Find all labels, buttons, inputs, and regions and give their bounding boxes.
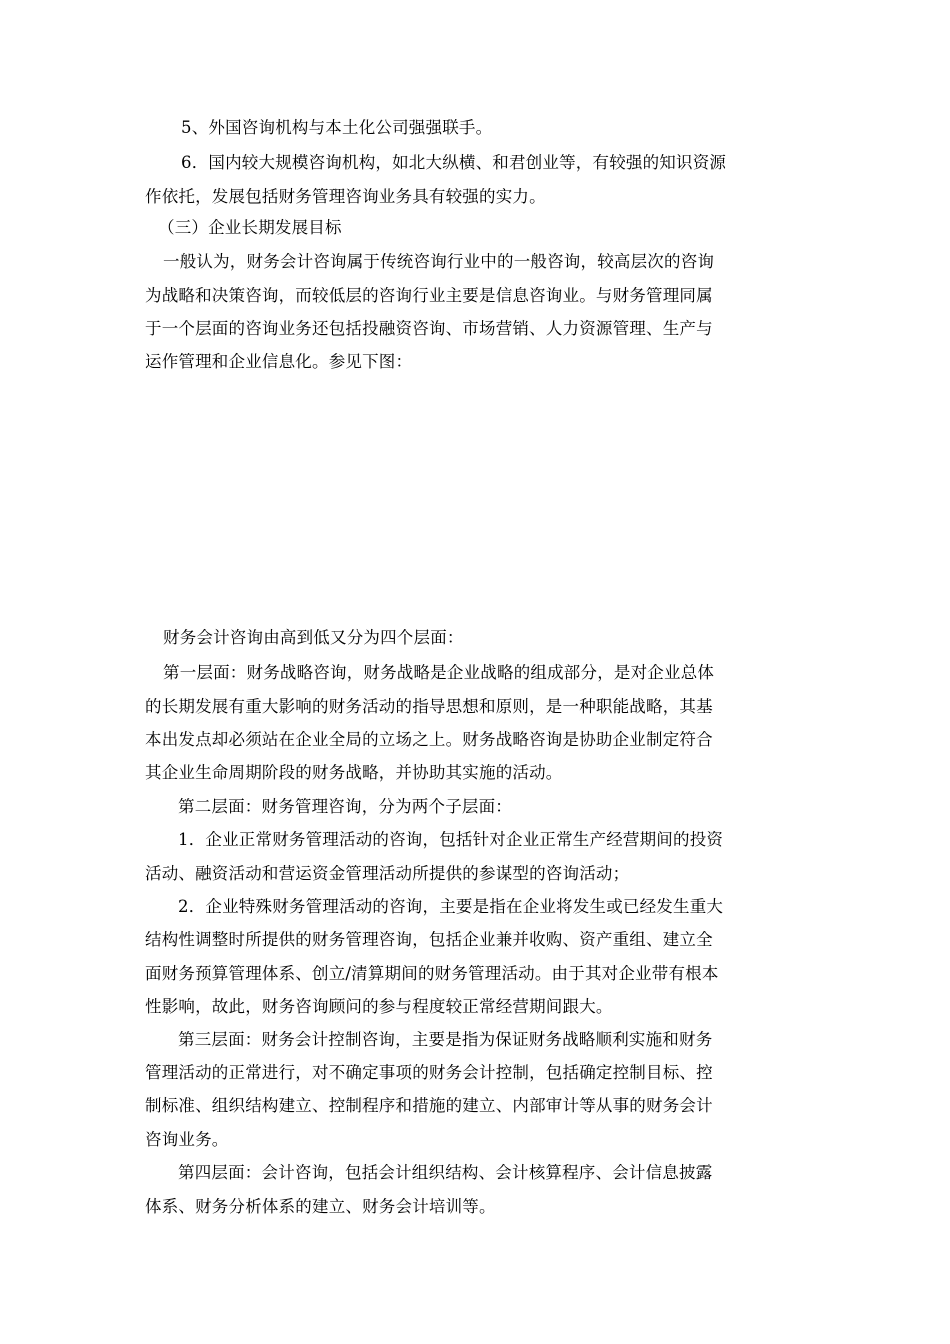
level-3-line-3: 制标准、组织结构建立、控制程序和措施的建立、内部审计等从事的财务会计	[145, 1096, 713, 1115]
level-3-line-4: 咨询业务。	[145, 1130, 229, 1149]
section-heading: （三）企业长期发展目标	[158, 218, 342, 237]
level-2-sub-2-line-1: 2．企业特殊财务管理活动的咨询，主要是指在企业将发生或已经发生重大	[178, 897, 724, 916]
intro-paragraph-line-3: 于一个层面的咨询业务还包括投融资咨询、市场营销、人力资源管理、生产与	[145, 319, 713, 338]
level-2-sub-2-line-4: 性影响，故此，财务咨询顾问的参与程度较正常经营期间跟大。	[145, 997, 613, 1016]
figure-placeholder	[145, 390, 805, 610]
level-4-line-1: 第四层面：会计咨询，包括会计组织结构、会计核算程序、会计信息披露	[178, 1163, 713, 1182]
level-2-sub-1-line-2: 活动、融资活动和营运资金管理活动所提供的参谋型的咨询活动；	[145, 864, 630, 883]
intro-paragraph-line-2: 为战略和决策咨询，而较低层的咨询行业主要是信息咨询业。与财务管理同属	[145, 286, 713, 305]
level-3-line-1: 第三层面：财务会计控制咨询，主要是指为保证财务战略顺利实施和财务	[178, 1030, 713, 1049]
level-2-sub-2-line-2: 结构性调整时所提供的财务管理咨询，包括企业兼并收购、资产重组、建立全	[145, 930, 713, 949]
levels-intro: 财务会计咨询由高到低又分为四个层面：	[163, 628, 464, 647]
level-1-line-4: 其企业生命周期阶段的财务战略，并协助其实施的活动。	[145, 763, 563, 782]
paragraph-item-5-line-1: 5、外国咨询机构与本土化公司强强联手。	[181, 118, 493, 137]
level-1-line-3: 本出发点却必须站在企业全局的立场之上。财务战略咨询是协助企业制定符合	[145, 730, 713, 749]
level-1-line-1: 第一层面：财务战略咨询，财务战略是企业战略的组成部分，是对企业总体	[163, 663, 715, 682]
level-2-sub-2-line-3: 面财务预算管理体系、创立/清算期间的财务管理活动。由于其对企业带有根本	[145, 964, 719, 983]
level-3-line-2: 管理活动的正常进行，对不确定事项的财务会计控制，包括确定控制目标、控	[145, 1063, 713, 1082]
level-1-line-2: 的长期发展有重大影响的财务活动的指导思想和原则，是一种职能战略，其基	[145, 697, 713, 716]
level-2-sub-1-line-1: 1．企业正常财务管理活动的咨询，包括针对企业正常生产经营期间的投资	[178, 830, 724, 849]
paragraph-item-6-line-2: 作依托，发展包括财务管理咨询业务具有较强的实力。	[145, 187, 546, 206]
level-2-heading: 第二层面：财务管理咨询，分为两个子层面：	[178, 797, 512, 816]
intro-paragraph-line-1: 一般认为，财务会计咨询属于传统咨询行业中的一般咨询，较高层次的咨询	[163, 252, 715, 271]
level-4-line-2: 体系、财务分析体系的建立、财务会计培训等。	[145, 1197, 496, 1216]
paragraph-item-6-line-1: 6．国内较大规模咨询机构，如北大纵横、和君创业等，有较强的知识资源	[181, 153, 727, 172]
intro-paragraph-line-4: 运作管理和企业信息化。参见下图：	[145, 352, 413, 371]
